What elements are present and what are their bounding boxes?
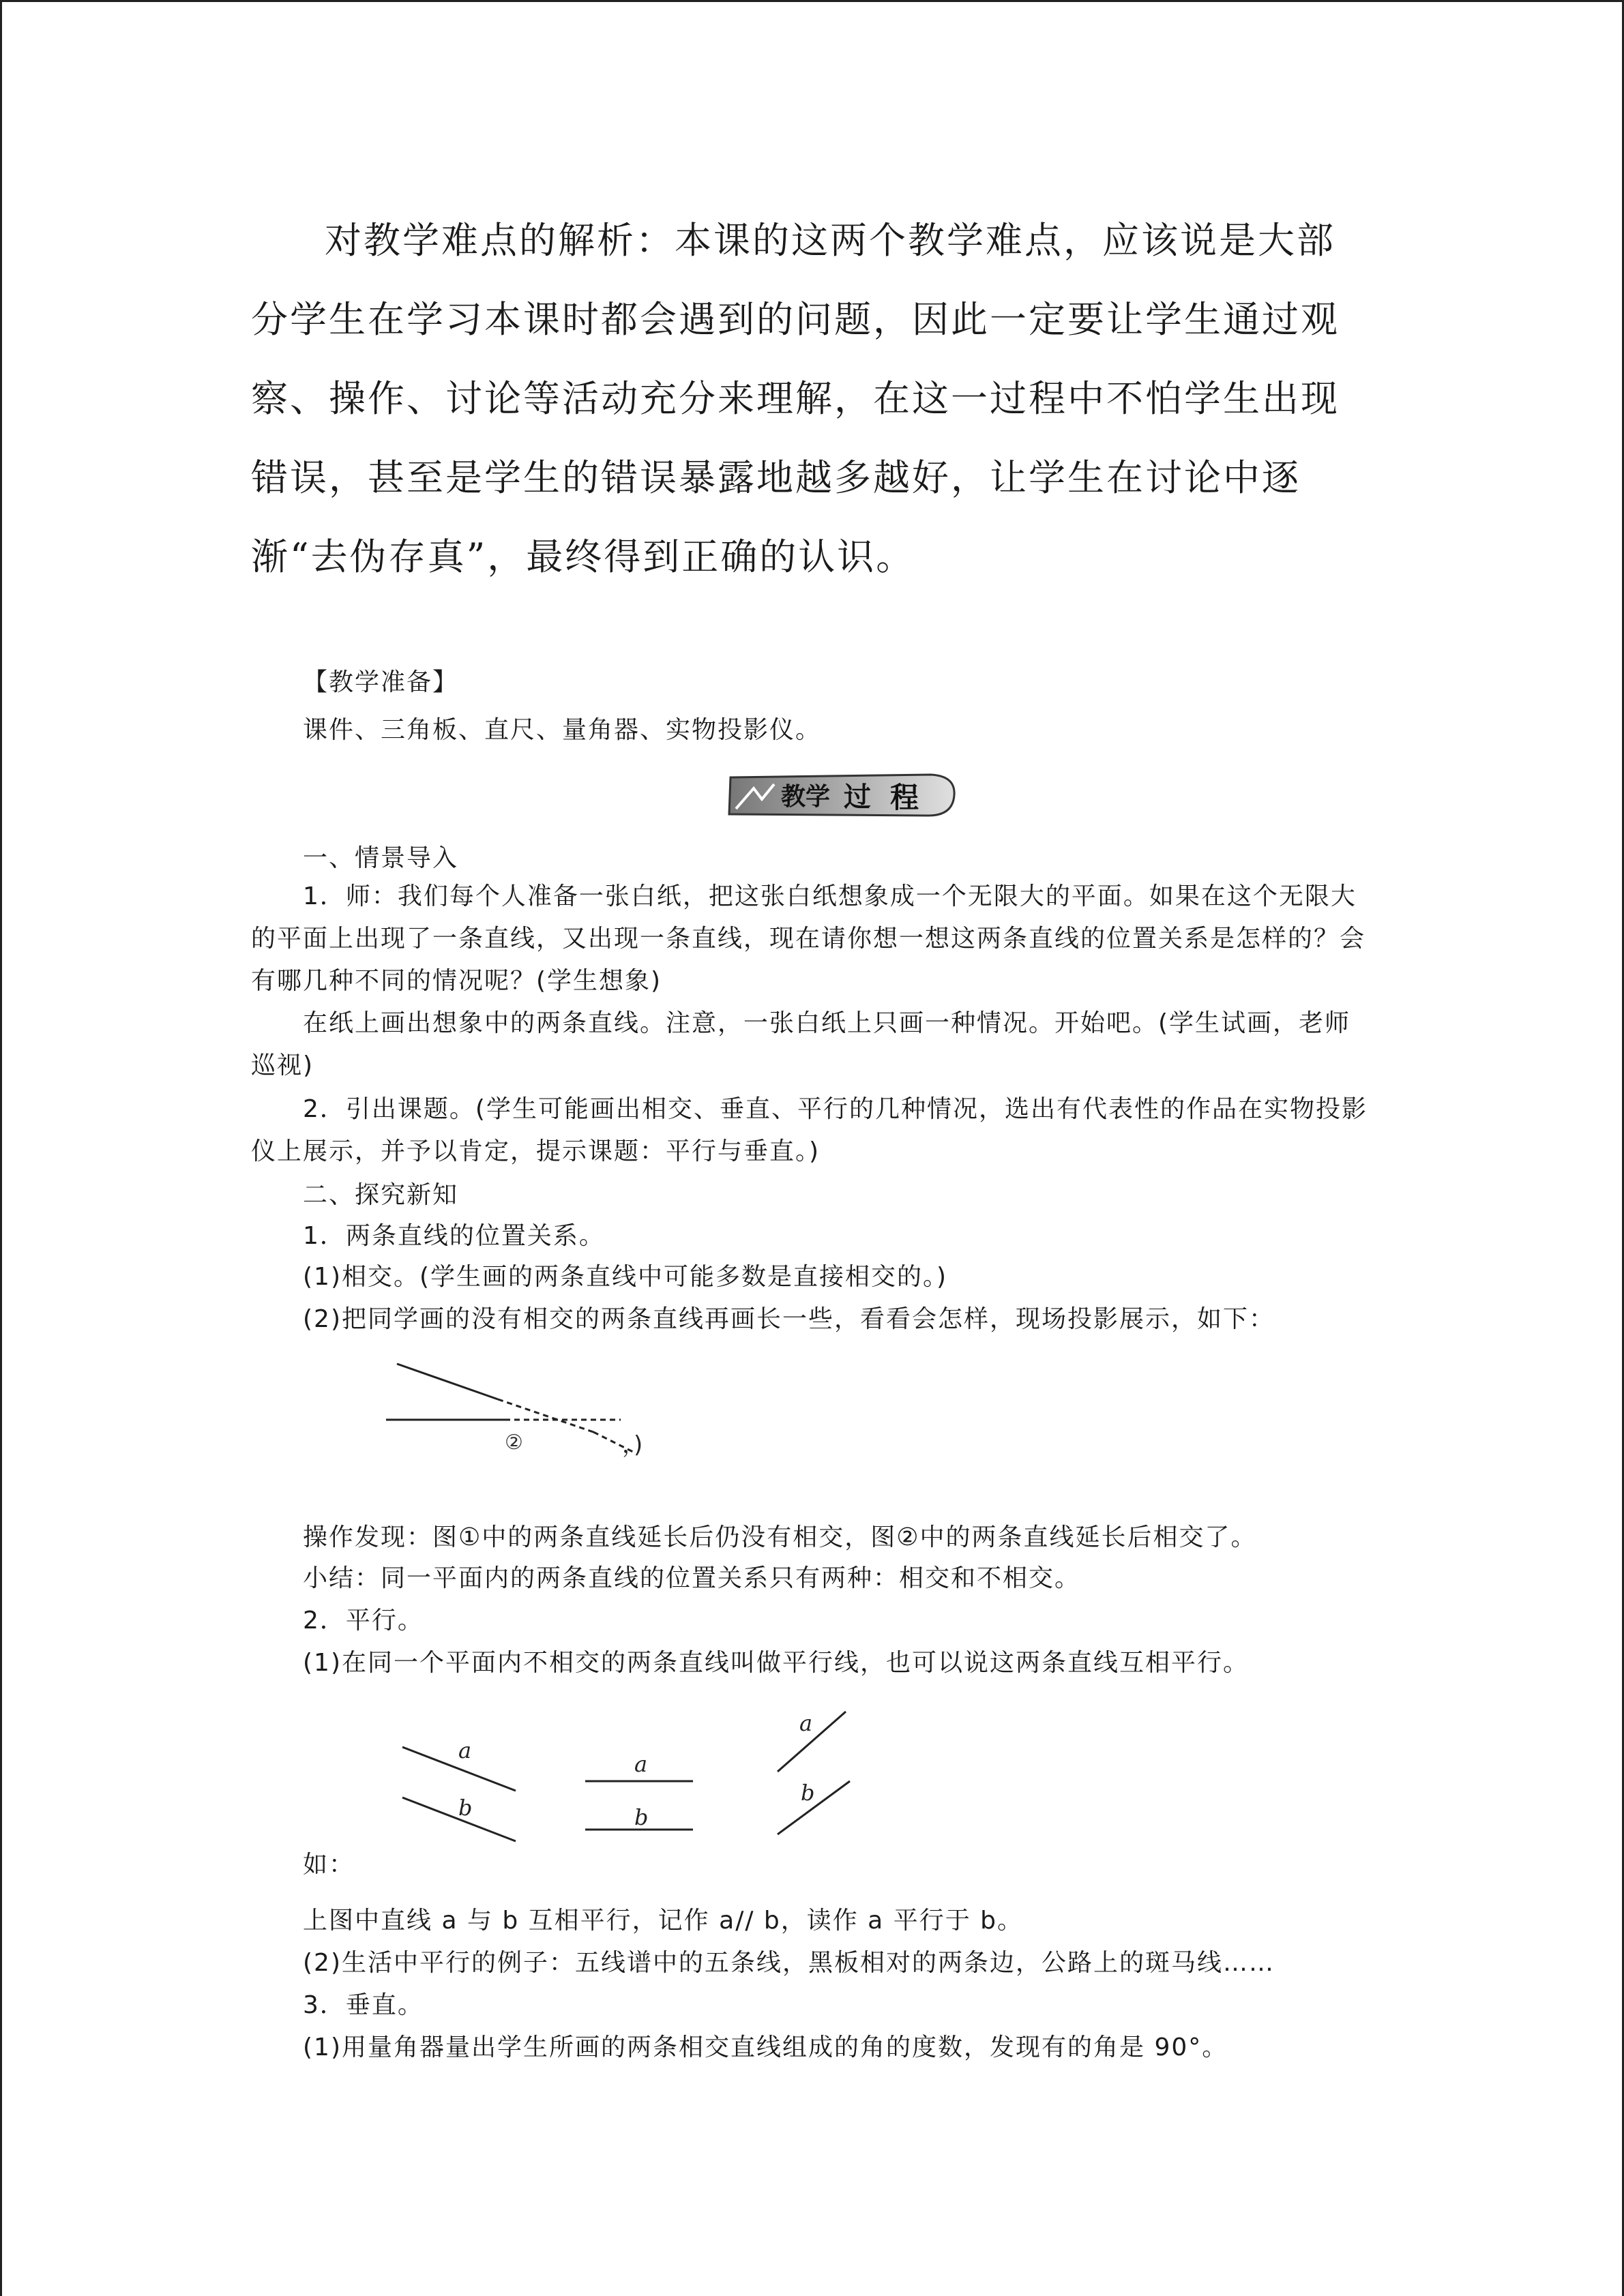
section2-s2b: (2)生活中平行的例子：五线谱中的五条线，黑板相对的两条边，公路上的斑马线…… [303, 1949, 1275, 1977]
notation-text: 上图中直线 a 与 b 互相平行，记作 a// b，读作 a 平行于 b。 [303, 1907, 1023, 1935]
section2-s2: 2．平行。 [303, 1607, 424, 1635]
banner-text-1: 教学 [781, 783, 831, 811]
section1-p3: 2．引出课题。(学生可能画出相交、垂直、平行的几种情况，选出有代表性的作品在实物投影仪上展示，并予以肯定，提示课题：平行与垂直。) [251, 1095, 1368, 1165]
label-b-1: b [458, 1795, 473, 1821]
banner-text-2: 过 [844, 781, 871, 813]
teaching-process-banner [726, 769, 958, 821]
section2-title: 二、探究新知 [303, 1181, 459, 1209]
pair-sloped-down [402, 1738, 516, 1841]
banner-text-3: 程 [890, 781, 919, 814]
pair-sloped-up [778, 1710, 850, 1834]
figure-parallel-lines [382, 1698, 873, 1855]
discovery-text: 操作发现：图①中的两条直线延长后仍没有相交，图②中的两条直线延长后相交了。 [303, 1523, 1257, 1551]
section2-s2a: (1)在同一个平面内不相交的两条直线叫做平行线，也可以说这两条直线互相平行。 [303, 1649, 1249, 1677]
label-b-2: b [634, 1804, 649, 1830]
sloped-line-dashed [498, 1399, 593, 1432]
section2-s1: 1．两条直线的位置关系。 [303, 1222, 605, 1250]
section1-title: 一、情景导入 [303, 844, 459, 872]
section1-p2: 在纸上画出想象中的两条直线。注意，一张白纸上只画一种情况。开始吧。(学生试画，老师巡视) [251, 1009, 1351, 1079]
figure-label-tail: ，) [622, 1431, 643, 1459]
section2-s3: 3．垂直。 [303, 1991, 424, 2019]
section2-s1b: (2)把同学画的没有相交的两条直线再画长一些，看看会怎样，现场投影展示，如下： [303, 1305, 1275, 1333]
section2-s3a: (1)用量角器量出学生所画的两条相交直线组成的角的度数，发现有的角是 90°。 [303, 2033, 1228, 2061]
section1-p1: 1．师：我们每个人准备一张白纸，把这张白纸想象成一个无限大的平面。如果在这个无限大的平面上出现了一条直线，又出现一条直线，现在请你想一想这两条直线的位置关系是怎样的？会有哪几种不同的情况呢？(学生想象) [251, 882, 1366, 995]
prep-heading: 【教学准备】 [303, 668, 459, 696]
intro-paragraph: 对教学难点的解析：本课的这两个教学难点，应该说是大部分学生在学习本课时都会遇到的问题，因此一定要让学生通过观察、操作、讨论等活动充分来理解，在这一过程中不怕学生出现错误，甚至是学生的错误暴露地越多越好，让学生在讨论中逐渐“去伪存真”，最终得到正确的认识。 [251, 219, 1340, 578]
summary-text: 小结：同一平面内的两条直线的位置关系只有两种：相交和不相交。 [303, 1564, 1081, 1592]
prep-items: 课件、三角板、直尺、量角器、实物投影仪。 [303, 716, 822, 744]
page-border-left [0, 0, 2, 2296]
sloped-line-solid [397, 1364, 498, 1399]
section2-s1a: (1)相交。(学生画的两条直线中可能多数是直接相交的。) [303, 1263, 948, 1291]
label-a-3: a [799, 1710, 813, 1736]
pair-horizontal [585, 1751, 693, 1830]
label-a-1: a [458, 1738, 472, 1763]
figure-caption: 如： [303, 1851, 355, 1879]
label-b-3: b [801, 1780, 815, 1806]
page-border-top [0, 0, 1624, 2]
label-a-2: a [634, 1751, 648, 1777]
banner-shape [729, 775, 954, 816]
figure-lines-extended [368, 1350, 682, 1473]
figure-label-2: ② [505, 1431, 523, 1455]
